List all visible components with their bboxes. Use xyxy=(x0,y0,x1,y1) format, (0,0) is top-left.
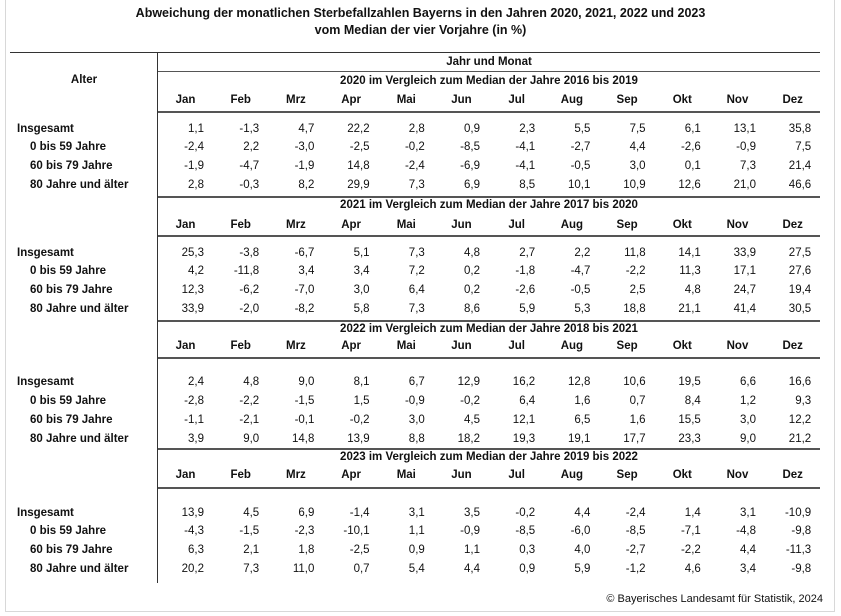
table-cell: 5,4 xyxy=(408,563,425,575)
column-group-divider xyxy=(158,71,820,72)
month-header: Aug xyxy=(560,340,584,352)
table-cell: 3,4 xyxy=(740,563,756,575)
table-cell: 4,8 xyxy=(243,376,260,388)
month-header: Mrz xyxy=(285,94,306,106)
table-cell: 7,3 xyxy=(243,563,260,575)
table-cell: 10,1 xyxy=(568,179,591,191)
table-cell: 0,1 xyxy=(684,160,701,172)
table-cell: 13,9 xyxy=(181,507,204,519)
table-cell: -7,1 xyxy=(680,525,701,537)
table-cell: 13,1 xyxy=(733,123,756,135)
row-label: 80 Jahre und älter xyxy=(30,433,129,445)
section-header-divider xyxy=(158,357,820,359)
table-cell: 2,7 xyxy=(519,247,536,259)
table-cell: 6,1 xyxy=(684,123,701,135)
table-cell: -4,1 xyxy=(515,160,536,172)
table-cell: 5,1 xyxy=(353,247,370,259)
table-cell: 7,3 xyxy=(408,303,425,315)
table-cell: 7,3 xyxy=(408,247,425,259)
table-cell: 9,0 xyxy=(298,376,315,388)
table-cell: -0,2 xyxy=(460,395,480,407)
section-title: 2020 im Vergleich zum Median der Jahre 2016 bis 2019 xyxy=(340,75,638,87)
month-header: Nov xyxy=(726,219,749,231)
table-cell: 4,7 xyxy=(298,123,315,135)
table-cell: -8,5 xyxy=(625,525,646,537)
table-cell: 3,4 xyxy=(298,265,315,277)
table-cell: 41,4 xyxy=(733,303,756,315)
table-cell: -2,2 xyxy=(680,544,701,556)
title-line-2: vom Median der vier Vorjahre (in %) xyxy=(314,23,527,37)
table-cell: 12,1 xyxy=(512,414,536,426)
month-header: Mai xyxy=(396,94,416,106)
table-cell: 24,7 xyxy=(733,284,756,296)
row-label: 60 bis 79 Jahre xyxy=(30,160,113,172)
month-header: Feb xyxy=(230,340,251,352)
table-cell: -2,3 xyxy=(294,525,315,537)
table-top-border xyxy=(10,52,820,53)
row-label: Insgesamt xyxy=(17,247,74,259)
table-cell: 2,8 xyxy=(188,179,204,191)
month-header: Apr xyxy=(341,94,361,106)
month-header: Sep xyxy=(616,469,638,481)
table-cell: -2,2 xyxy=(625,265,646,277)
table-cell: 12,6 xyxy=(678,179,701,191)
month-header: Okt xyxy=(672,94,692,106)
table-cell: 10,9 xyxy=(623,179,646,191)
table-cell: 8,1 xyxy=(353,376,370,388)
table-cell: 4,8 xyxy=(684,284,701,296)
month-header: Dez xyxy=(782,94,803,106)
table-cell: 7,3 xyxy=(408,179,425,191)
table-cell: 0,7 xyxy=(629,395,646,407)
table-cell: 23,3 xyxy=(678,433,701,445)
table-cell: -0,9 xyxy=(404,395,425,407)
table-cell: 4,5 xyxy=(243,507,260,519)
table-cell: -0,5 xyxy=(570,284,591,296)
table-cell: -2,6 xyxy=(680,141,701,153)
table-cell: 0,2 xyxy=(464,284,480,296)
month-header: Dez xyxy=(782,469,803,481)
month-header: Mrz xyxy=(285,219,306,231)
table-cell: -0,3 xyxy=(239,179,260,191)
table-cell: -4,3 xyxy=(184,525,204,537)
table-cell: 21,0 xyxy=(733,179,756,191)
table-cell: -1,3 xyxy=(239,123,260,135)
table-cell: -1,4 xyxy=(349,507,370,519)
table-cell: 11,3 xyxy=(679,265,701,277)
table-cell: 17,1 xyxy=(733,265,756,277)
table-cell: 12,8 xyxy=(568,376,591,388)
table-cell: -11,8 xyxy=(233,265,260,277)
table-cell: 16,6 xyxy=(788,376,812,388)
table-cell: 35,8 xyxy=(788,123,812,135)
table-cell: -10,1 xyxy=(343,525,370,537)
table-cell: 9,0 xyxy=(740,433,756,445)
table-cell: 6,9 xyxy=(298,507,315,519)
table-cell: -0,1 xyxy=(294,414,315,426)
table-cell: -9,8 xyxy=(791,563,812,575)
table-cell: 9,3 xyxy=(795,395,812,407)
table-cell: -2,7 xyxy=(570,141,591,153)
table-cell: -0,9 xyxy=(736,141,756,153)
table-cell: 3,0 xyxy=(408,414,425,426)
table-cell: -1,1 xyxy=(184,414,204,426)
table-cell: -8,5 xyxy=(515,525,536,537)
table-cell: -4,1 xyxy=(515,141,536,153)
table-cell: 0,7 xyxy=(353,563,370,575)
table-cell: 4,4 xyxy=(740,544,756,556)
month-header: Aug xyxy=(560,219,584,231)
month-header: Sep xyxy=(616,94,638,106)
row-label: 80 Jahre und älter xyxy=(30,179,129,191)
month-header: Mai xyxy=(396,340,416,352)
section-title: 2023 im Vergleich zum Median der Jahre 2019 bis 2022 xyxy=(340,451,638,463)
table-cell: 8,6 xyxy=(464,303,480,315)
table-cell: 4,0 xyxy=(574,544,591,556)
table-cell: 1,6 xyxy=(629,414,646,426)
table-cell: 0,3 xyxy=(519,544,536,556)
table-cell: -6,9 xyxy=(460,160,480,172)
table-cell: 30,5 xyxy=(788,303,812,315)
table-cell: 11,8 xyxy=(624,247,646,259)
table-cell: 14,8 xyxy=(347,160,370,172)
table-cell: 14,8 xyxy=(292,433,315,445)
table-cell: 19,1 xyxy=(568,433,591,445)
table-cell: 8,2 xyxy=(298,179,315,191)
row-label: 60 bis 79 Jahre xyxy=(30,544,113,556)
table-cell: -2,8 xyxy=(184,395,204,407)
table-cell: -10,9 xyxy=(784,507,812,519)
table-cell: -6,2 xyxy=(239,284,260,296)
table-cell: -3,8 xyxy=(239,247,260,259)
table-cell: 1,1 xyxy=(188,123,204,135)
table-cell: 12,9 xyxy=(457,376,480,388)
month-header: Apr xyxy=(341,469,361,481)
table-cell: -0,2 xyxy=(404,141,425,153)
table-cell: 8,8 xyxy=(408,433,425,445)
row-label: 60 bis 79 Jahre xyxy=(30,284,113,296)
table-cell: 2,3 xyxy=(519,123,536,135)
table-cell: 12,3 xyxy=(181,284,204,296)
month-header: Aug xyxy=(560,469,584,481)
table-cell: -4,7 xyxy=(239,160,260,172)
table-cell: 21,2 xyxy=(788,433,812,445)
table-cell: 21,4 xyxy=(788,160,812,172)
month-header: Nov xyxy=(726,94,749,106)
table-cell: 1,1 xyxy=(408,525,425,537)
table-cell: 2,8 xyxy=(408,123,425,135)
table-cell: 33,9 xyxy=(733,247,756,259)
table-cell: -6,7 xyxy=(294,247,315,259)
month-header: Mai xyxy=(396,469,416,481)
table-cell: 3,9 xyxy=(188,433,204,445)
table-cell: -7,0 xyxy=(294,284,315,296)
table-cell: 3,5 xyxy=(464,507,480,519)
table-cell: 4,4 xyxy=(629,141,646,153)
table-cell: 14,1 xyxy=(678,247,701,259)
month-header: Mai xyxy=(396,219,416,231)
table-cell: 18,8 xyxy=(623,303,646,315)
section-header-divider xyxy=(158,111,820,113)
table-cell: 3,0 xyxy=(353,284,370,296)
month-header: Okt xyxy=(672,219,692,231)
table-cell: 3,0 xyxy=(740,414,756,426)
month-header: Apr xyxy=(341,219,361,231)
table-cell: -2,4 xyxy=(184,141,204,153)
month-header: Jan xyxy=(175,219,196,231)
table-cell: 29,9 xyxy=(347,179,370,191)
table-cell: 3,0 xyxy=(629,160,646,172)
table-cell: 1,2 xyxy=(740,395,756,407)
table-cell: -2,6 xyxy=(515,284,536,296)
table-cell: -3,0 xyxy=(294,141,315,153)
table-cell: 0,2 xyxy=(464,265,480,277)
month-header: Jan xyxy=(175,469,196,481)
month-header: Jul xyxy=(508,94,525,106)
table-cell: 1,4 xyxy=(684,507,701,519)
table-cell: 22,2 xyxy=(347,123,370,135)
section-divider xyxy=(158,320,820,322)
table-cell: 2,2 xyxy=(574,247,591,259)
table-cell: 3,4 xyxy=(353,265,370,277)
month-header: Nov xyxy=(726,469,749,481)
month-header: Jun xyxy=(451,219,472,231)
table-cell: 3,1 xyxy=(740,507,756,519)
copyright-footer: © Bayerisches Landesamt für Statistik, 2024 xyxy=(606,593,823,605)
table-cell: 21,1 xyxy=(678,303,701,315)
month-header: Jul xyxy=(508,340,525,352)
title-line-1: Abweichung der monatlichen Sterbefallzahlen Bayerns in den Jahren 2020, 2021, 2022 und 2023 xyxy=(135,6,706,20)
section-divider xyxy=(158,448,820,450)
month-header: Feb xyxy=(230,94,251,106)
month-header: Jan xyxy=(175,340,196,352)
table-cell: 7,5 xyxy=(629,123,646,135)
table-cell: -1,5 xyxy=(239,525,260,537)
table-cell: 4,4 xyxy=(464,563,480,575)
table-cell: 25,3 xyxy=(181,247,204,259)
table-cell: 1,1 xyxy=(464,544,480,556)
table-cell: 16,2 xyxy=(512,376,536,388)
table-cell: 1,5 xyxy=(353,395,370,407)
table-cell: -2,4 xyxy=(404,160,425,172)
row-label: 60 bis 79 Jahre xyxy=(30,414,113,426)
table-cell: -6,0 xyxy=(570,525,591,537)
table-cell: 0,9 xyxy=(464,123,480,135)
table-cell: -2,0 xyxy=(239,303,260,315)
table-cell: 2,2 xyxy=(243,141,260,153)
table-cell: 10,6 xyxy=(623,376,646,388)
month-header: Dez xyxy=(782,340,803,352)
month-header: Jun xyxy=(451,469,472,481)
table-cell: 6,5 xyxy=(574,414,591,426)
table-cell: -2,7 xyxy=(625,544,646,556)
month-header: Feb xyxy=(230,219,251,231)
table-cell: 8,5 xyxy=(519,179,536,191)
month-header: Jul xyxy=(508,469,525,481)
table-cell: -0,9 xyxy=(460,525,480,537)
table-cell: -0,2 xyxy=(349,414,370,426)
table-cell: 4,8 xyxy=(464,247,480,259)
table-title xyxy=(0,5,841,39)
table-cell: 7,3 xyxy=(740,160,756,172)
table-cell: 18,2 xyxy=(457,433,480,445)
row-label: 80 Jahre und älter xyxy=(30,303,129,315)
table-cell: 6,3 xyxy=(188,544,204,556)
section-title: 2022 im Vergleich zum Median der Jahre 2018 bis 2021 xyxy=(340,323,638,335)
table-cell: 4,5 xyxy=(464,414,480,426)
row-label: Insgesamt xyxy=(17,507,74,519)
table-cell: -1,8 xyxy=(515,265,536,277)
table-cell: -0,2 xyxy=(515,507,536,519)
table-cell: 7,2 xyxy=(408,265,425,277)
table-cell: 15,5 xyxy=(678,414,701,426)
table-cell: 13,9 xyxy=(347,433,370,445)
table-cell: -8,5 xyxy=(460,141,480,153)
table-cell: 6,7 xyxy=(408,376,425,388)
table-cell: 8,4 xyxy=(684,395,701,407)
table-cell: -1,9 xyxy=(294,160,315,172)
table-cell: 3,1 xyxy=(408,507,425,519)
table-cell: -9,8 xyxy=(791,525,812,537)
table-cell: 7,5 xyxy=(795,141,812,153)
row-label: Insgesamt xyxy=(17,376,74,388)
section-header-divider xyxy=(158,487,820,489)
table-cell: 46,6 xyxy=(788,179,812,191)
table-cell: 33,9 xyxy=(181,303,204,315)
table-cell: 0,9 xyxy=(408,544,425,556)
month-header: Jul xyxy=(508,219,525,231)
month-header: Aug xyxy=(560,94,584,106)
table-cell: 1,8 xyxy=(298,544,315,556)
table-cell: 12,2 xyxy=(788,414,812,426)
table-cell: 19,4 xyxy=(788,284,812,296)
table-cell: 5,8 xyxy=(353,303,370,315)
table-cell: 5,3 xyxy=(574,303,591,315)
table-cell: 4,4 xyxy=(574,507,591,519)
row-label: 80 Jahre und älter xyxy=(30,563,129,575)
table-cell: -4,8 xyxy=(736,525,756,537)
month-header: Jun xyxy=(451,94,472,106)
row-label: 0 bis 59 Jahre xyxy=(30,265,107,277)
month-header: Sep xyxy=(616,219,638,231)
table-cell: 9,0 xyxy=(243,433,260,445)
table-cell: -4,7 xyxy=(570,265,591,277)
table-cell: 17,7 xyxy=(623,433,646,445)
table-cell: 0,9 xyxy=(519,563,536,575)
table-cell: 27,5 xyxy=(788,247,812,259)
table-cell: -1,2 xyxy=(625,563,646,575)
row-header-alter: Alter xyxy=(70,74,98,86)
table-cell: 1,6 xyxy=(574,395,591,407)
month-header: Okt xyxy=(672,469,692,481)
table-cell: 6,4 xyxy=(408,284,425,296)
table-cell: -11,3 xyxy=(785,544,812,556)
table-cell: -8,2 xyxy=(294,303,315,315)
month-header: Jun xyxy=(451,340,472,352)
table-cell: -2,5 xyxy=(349,141,370,153)
table-cell: 4,2 xyxy=(188,265,204,277)
table-cell: 2,1 xyxy=(243,544,260,556)
table-cell: 5,9 xyxy=(519,303,536,315)
table-cell: -2,4 xyxy=(625,507,646,519)
month-header: Okt xyxy=(672,340,692,352)
table-cell: 19,5 xyxy=(678,376,701,388)
table-cell: 19,3 xyxy=(512,433,536,445)
row-label: 0 bis 59 Jahre xyxy=(30,141,107,153)
table-cell: 5,5 xyxy=(574,123,591,135)
table-cell: 11,0 xyxy=(292,563,315,575)
month-header: Sep xyxy=(616,340,638,352)
section-title: 2021 im Vergleich zum Median der Jahre 2017 bis 2020 xyxy=(340,199,638,211)
table-cell: -1,5 xyxy=(294,395,315,407)
table-cell: -0,5 xyxy=(570,160,591,172)
table-cell: -1,9 xyxy=(184,160,204,172)
month-header: Mrz xyxy=(285,340,306,352)
table-cell: -2,2 xyxy=(239,395,260,407)
table-cell: 27,6 xyxy=(788,265,812,277)
section-header-divider xyxy=(158,235,820,237)
table-cell: 6,6 xyxy=(740,376,756,388)
month-header: Mrz xyxy=(285,469,306,481)
table-cell: 2,5 xyxy=(629,284,646,296)
section-divider xyxy=(158,196,820,198)
row-label: 0 bis 59 Jahre xyxy=(30,525,107,537)
table-cell: -2,1 xyxy=(239,414,260,426)
row-label: Insgesamt xyxy=(17,123,74,135)
month-header: Apr xyxy=(341,340,361,352)
table-cell: 2,4 xyxy=(188,376,204,388)
month-header: Jan xyxy=(175,94,196,106)
table-cell: 6,9 xyxy=(464,179,480,191)
table-cell: 5,9 xyxy=(574,563,591,575)
table-cell: 20,2 xyxy=(181,563,204,575)
row-label: 0 bis 59 Jahre xyxy=(30,395,107,407)
table-cell: 6,4 xyxy=(519,395,536,407)
table-cell: -2,5 xyxy=(349,544,370,556)
month-header: Nov xyxy=(726,340,749,352)
month-header: Dez xyxy=(782,219,803,231)
table-cell: 4,6 xyxy=(684,563,701,575)
month-header: Feb xyxy=(230,469,251,481)
column-group-header: Jahr und Monat xyxy=(446,56,532,68)
